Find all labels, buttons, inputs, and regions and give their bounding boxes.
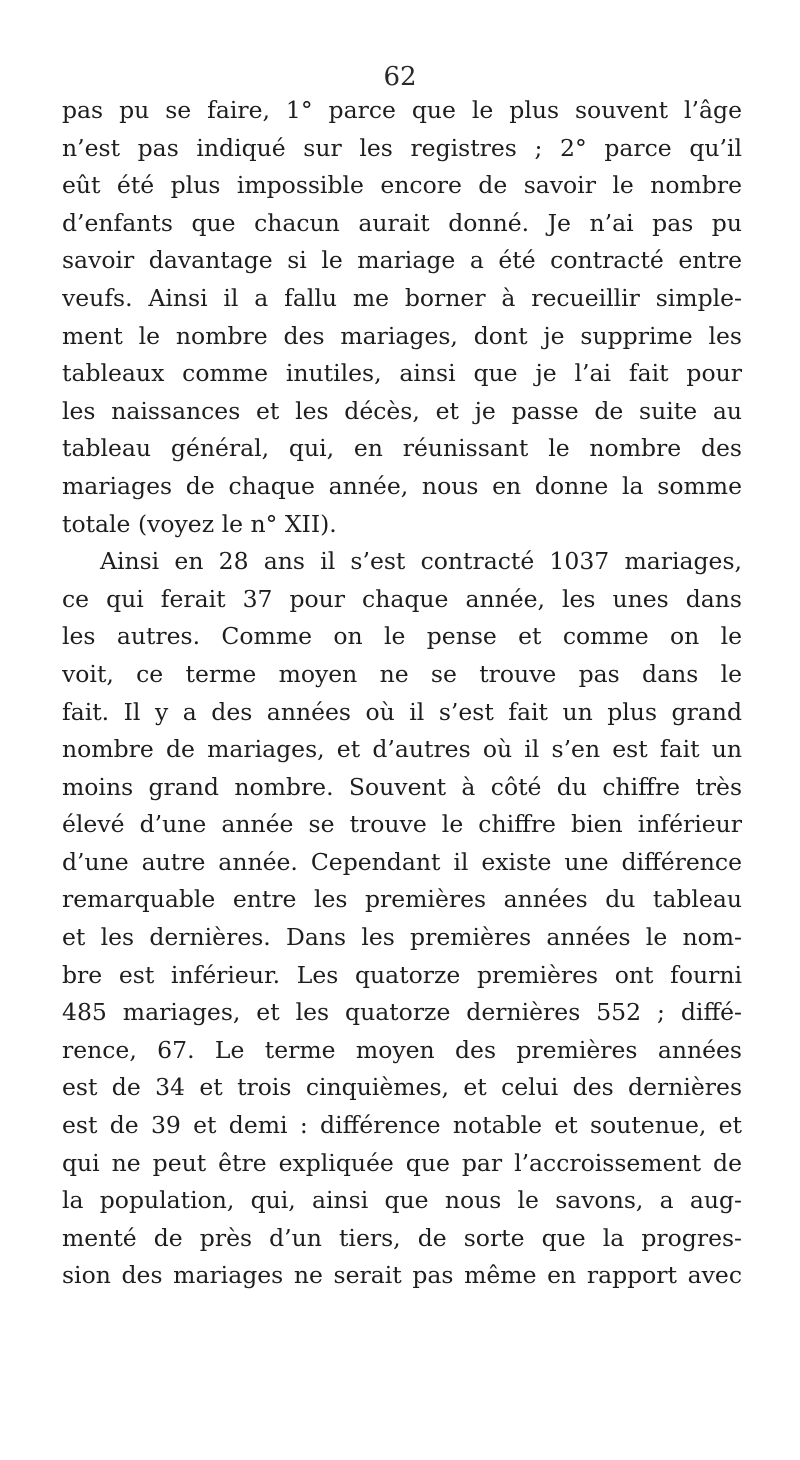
text-line: savoir davantage si le mariage a été contracté entre — [62, 246, 742, 275]
text-line: nombre de mariages, et d’autres où il s’en est fait un — [62, 735, 742, 764]
text-line: ce qui ferait 37 pour chaque année, les unes dans — [62, 584, 742, 613]
text-line: mariages de chaque année, nous en donne la somme — [62, 471, 742, 500]
text-line: remarquable entre les premières années du tableau — [62, 885, 742, 914]
text-line: d’une autre année. Cependant il existe une différence — [62, 847, 742, 876]
page-number: 62 — [383, 62, 417, 92]
text-line: bre est inférieur. Les quatorze premières ont fourni — [62, 960, 742, 989]
text-line: veufs. Ainsi il a fallu me borner à recueillir simple- — [62, 283, 742, 312]
text-line: moins grand nombre. Souvent à côté du chiffre très — [62, 772, 742, 801]
text-line: rence, 67. Le terme moyen des premières années — [62, 1035, 742, 1064]
text-line: d’enfants que chacun aurait donné. Je n’ai pas pu — [62, 208, 742, 237]
text-line: n’est pas indiqué sur les registres ; 2° parce qu’il — [62, 133, 742, 162]
text-line: les naissances et les décès, et je passe de suite au — [62, 396, 742, 425]
text-line: tableau général, qui, en réunissant le nombre des — [62, 434, 742, 463]
text-line: et les dernières. Dans les premières années le nom- — [62, 923, 742, 952]
text-line: menté de près d’un tiers, de sorte que la progres- — [62, 1223, 742, 1252]
text-line: les autres. Comme on le pense et comme on le — [62, 622, 742, 651]
text-line: qui ne peut être expliquée que par l’accroissement de — [62, 1148, 742, 1177]
text-line: est de 39 et demi : différence notable et soutenue, et — [62, 1111, 742, 1140]
text-line: la population, qui, ainsi que nous le savons, a aug- — [62, 1186, 742, 1215]
text-line: eût été plus impossible encore de savoir le nombre — [62, 171, 742, 200]
text-line: ment le nombre des mariages, dont je supprime les — [62, 321, 742, 350]
text-line: pas pu se faire, 1° parce que le plus souvent l’âge — [62, 96, 742, 124]
text-line: est de 34 et trois cinquièmes, et celui des dernières — [62, 1073, 742, 1102]
text-line: sion des mariages ne serait pas même en rapport avec — [62, 1261, 742, 1290]
text-line: tableaux comme inutiles, ainsi que je l’ai fait pour — [62, 359, 742, 388]
text-line: élevé d’une année se trouve le chiffre bien inférieur — [62, 810, 742, 839]
text-line: Ainsi en 28 ans il s’est contracté 1037 mariages, — [100, 547, 742, 576]
body-text — [62, 92, 742, 1295]
text-line: 485 mariages, et les quatorze dernières 552 ; diffé- — [62, 998, 742, 1027]
text-line: voit, ce terme moyen ne se trouve pas dans le — [62, 659, 742, 688]
text-line: totale (voyez le n° XII). — [62, 509, 337, 538]
text-line: fait. Il y a des années où il s’est fait un plus grand — [62, 697, 742, 726]
